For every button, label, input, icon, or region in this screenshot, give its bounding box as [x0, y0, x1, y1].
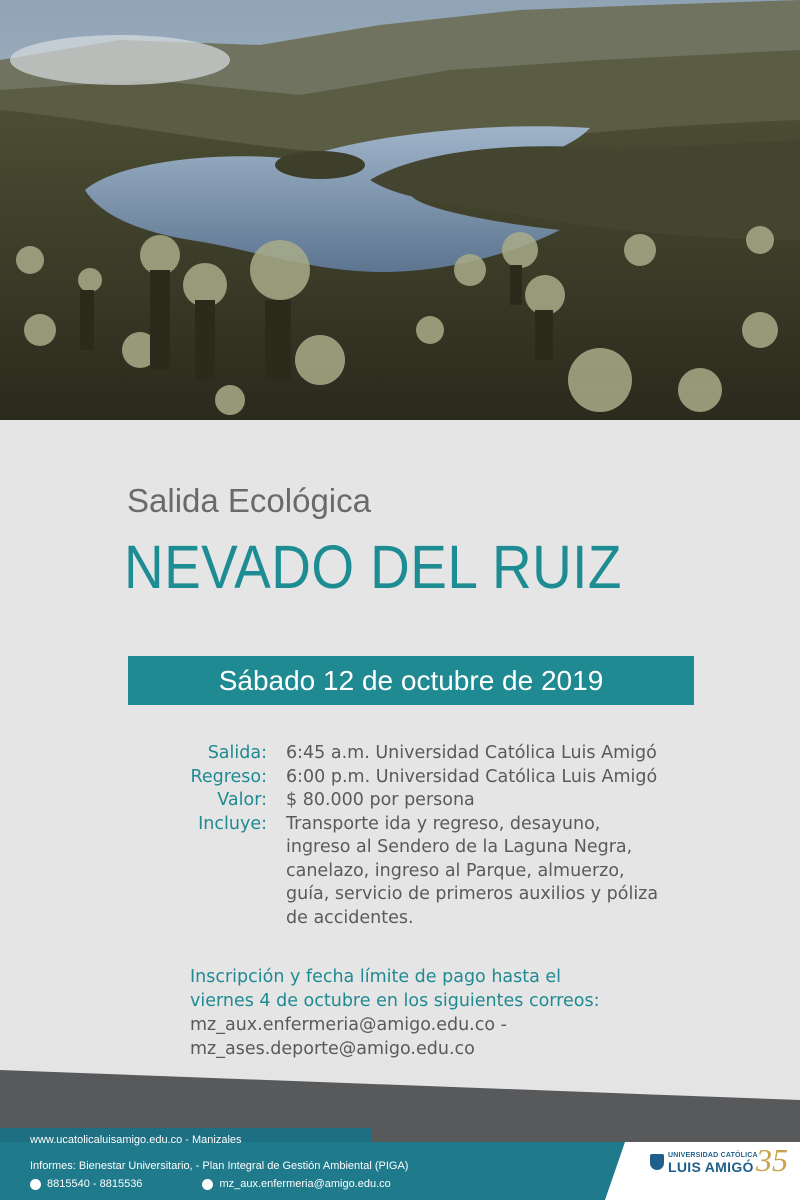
- phone-icon: [30, 1179, 41, 1190]
- hero-photo: [0, 0, 800, 420]
- event-date: Sábado 12 de octubre de 2019: [218, 664, 604, 696]
- shield-icon: [650, 1154, 664, 1170]
- event-content: [0, 420, 800, 1060]
- detail-row: [150, 789, 666, 813]
- footer-info: Informes: Bienestar Universitario, - Plan Integral de Gestión Ambiental (PIGA): [30, 1160, 409, 1172]
- logo-line-2: LUIS AMIGÓ: [668, 1159, 754, 1175]
- footer-email[interactable]: mz_aux.enfermeria@amigo.edu.co: [219, 1178, 391, 1190]
- detail-value: 6:00 p.m. Universidad Católica Luis Amigó: [286, 766, 658, 787]
- detail-label: Incluye:: [198, 813, 267, 834]
- detail-row: [150, 742, 666, 766]
- footer-contact: [30, 1178, 391, 1190]
- logo-line-1: UNIVERSIDAD CATÓLICA: [668, 1152, 758, 1159]
- signup-line-1: Inscripción y fecha límite de pago hasta el: [190, 967, 562, 987]
- event-subtitle: Salida Ecológica: [127, 482, 371, 519]
- university-logo: [648, 1142, 788, 1192]
- detail-row: [150, 766, 666, 790]
- signup-email-2[interactable]: mz_ases.deporte@amigo.edu.co: [190, 1039, 475, 1059]
- signup-email-1[interactable]: mz_aux.enfermeria@amigo.edu.co -: [190, 1015, 507, 1035]
- detail-value: $ 80.000 por persona: [286, 790, 475, 810]
- event-title: NEVADO DEL RUIZ: [124, 533, 622, 601]
- signup-line-2: viernes 4 de octubre en los siguientes correos:: [190, 991, 600, 1011]
- email-icon: [202, 1179, 213, 1190]
- detail-value: 6:45 a.m. Universidad Católica Luis Amigó: [286, 743, 657, 763]
- detail-label: Regreso:: [190, 766, 267, 787]
- footer: [0, 1060, 800, 1200]
- logo-anniversary: 35: [756, 1142, 788, 1178]
- event-details: [150, 742, 666, 930]
- footer-email-block: [202, 1178, 390, 1190]
- footer-website[interactable]: www.ucatolicaluisamigo.edu.co - Manizales: [30, 1134, 242, 1146]
- detail-label: Salida:: [207, 743, 267, 763]
- detail-label: Valor:: [217, 790, 267, 810]
- detail-value: Transporte ida y regreso, desayuno, ingreso al Sendero de la Laguna Negra, canelazo, ingreso al Parque, almuerzo, guía, servicio de primeros auxilios y póliza de accidentes.: [286, 813, 659, 928]
- detail-row: [150, 813, 666, 931]
- date-banner: [128, 656, 694, 705]
- footer-phone: 8815540 - 8815536: [47, 1178, 143, 1190]
- signup-info: [190, 965, 599, 1061]
- paramo-lagoon-photo: [0, 0, 800, 420]
